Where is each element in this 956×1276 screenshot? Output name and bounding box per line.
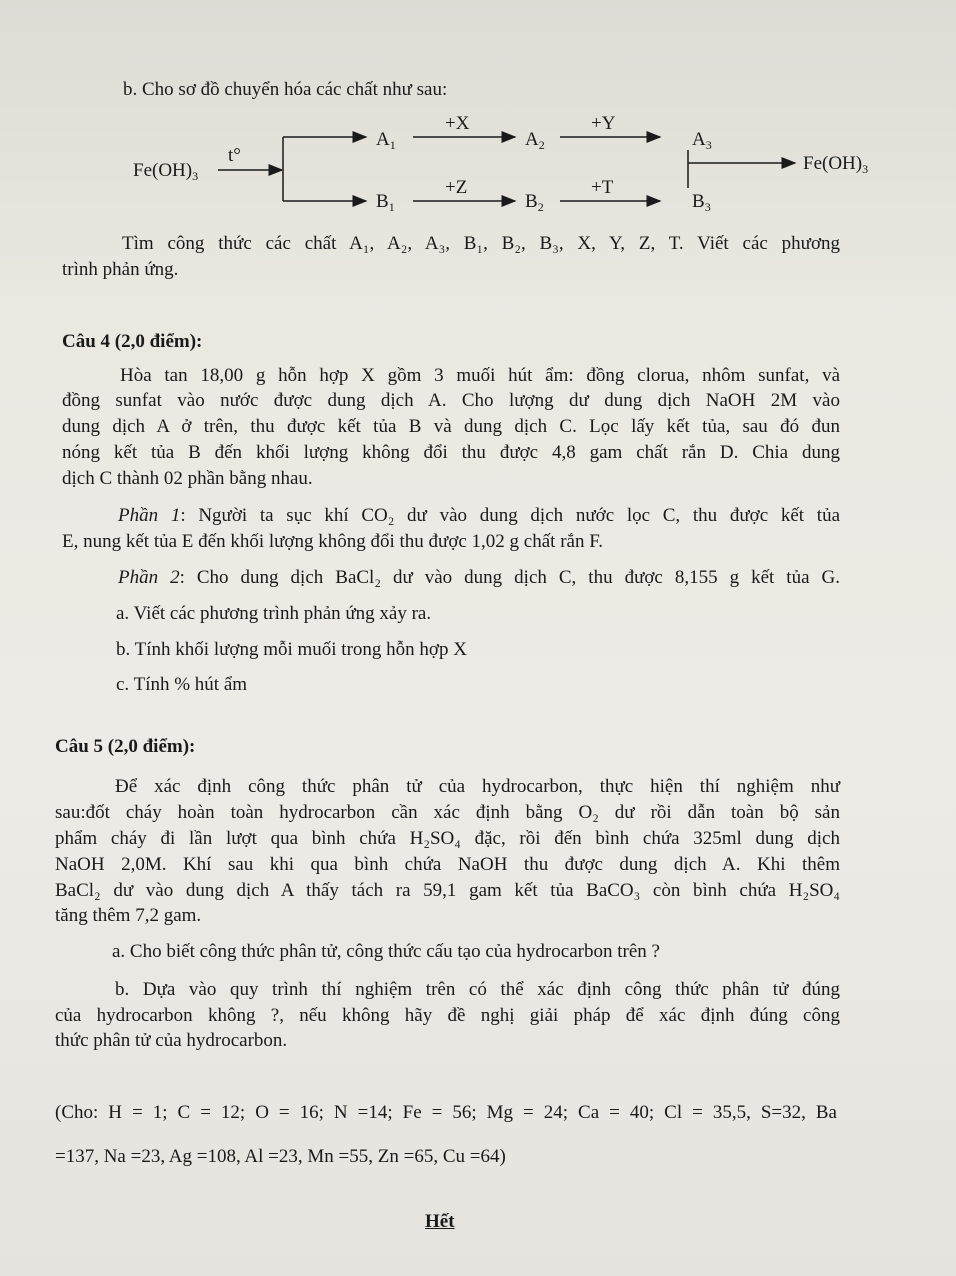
- cau5-question-b-line: thức phân tử của hydrocarbon.: [55, 1030, 288, 1051]
- cau4-question-c: c. Tính % hút ẩm: [116, 674, 248, 695]
- cau4-title: Câu 4 (2,0 điểm):: [62, 331, 203, 352]
- compound-b1: $B_1$: [376, 191, 395, 214]
- reagent-t: +T: [591, 177, 614, 198]
- start-compound: $Fe(OH)_3$: [133, 160, 199, 183]
- cau4-p1-line: dịch C thành 02 phần bằng nhau.: [62, 468, 313, 489]
- cau4-question-b: b. Tính khối lượng mỗi muối trong hỗn hợp X: [116, 639, 467, 660]
- cau5-question-b-line: b. Dựa vào quy trình thí nghiệm trên có thể xác định công thức phân tử đúng: [115, 979, 840, 1000]
- cau4-p1-line: Hòa tan 18,00 g hỗn hợp X gồm 3 muối hút ẩm: đồng clorua, nhôm sunfat, và: [120, 365, 840, 386]
- cau4-phan1-line2: E, nung kết tủa E đến khối lượng không đổi thu được 1,02 g chất rắn F.: [62, 531, 604, 552]
- cau4-p1-line: dung dịch A ở trên, thu được kết tủa B và dung dịch C. Lọc lấy kết tủa, sau đó đun: [62, 416, 840, 437]
- cau5-p1-line: BaCl₂ dư vào dung dịch A thấy tách ra 59,1 gam kết tủa BaCO₃ còn bình chứa H₂SO₄: [55, 880, 840, 901]
- part-b-question-line2: trình phản ứng.: [62, 259, 179, 280]
- atomic-masses-line1: (Cho: H = 1; C = 12; O = 16; N =14; Fe = 56; Mg = 24; Ca = 40; Cl = 35,5, S=32, Ba: [55, 1102, 837, 1123]
- cau5-p1-line: Để xác định công thức phân tử của hydrocarbon, thực hiện thí nghiệm như: [115, 776, 840, 797]
- cau5-p1-line: phẩm cháy đi lần lượt qua bình chứa H₂SO₄ đặc, rồi đến bình chứa 325ml dung dịch: [55, 828, 840, 849]
- atomic-masses-line2: =137, Na =23, Ag =108, Al =23, Mn =55, Zn =65, Cu =64): [55, 1146, 506, 1167]
- reagent-z: +Z: [445, 177, 468, 198]
- cau4-phan2-line: Phần 2: Cho dung dịch BaCl₂ dư vào dung dịch C, thu được 8,155 g kết tủa G.: [118, 567, 840, 588]
- cau4-p1-line: đồng sunfat vào nước được dung dịch A. Cho lượng dư dung dịch NaOH 2M vào: [62, 390, 840, 411]
- phan2-label: Phần 2: [118, 567, 180, 588]
- cau4-question-a: a. Viết các phương trình phản ứng xảy ra.: [116, 603, 432, 624]
- reagent-y: +Y: [591, 113, 616, 134]
- cau4-phan1-line1: Phần 1: Người ta sục khí CO₂ dư vào dung dịch nước lọc C, thu được kết tủa: [118, 505, 841, 526]
- phan1-label: Phần 1: [118, 505, 181, 526]
- compound-a3: $A_3$: [692, 129, 712, 152]
- diagram-arrows: [0, 0, 956, 230]
- end-compound: $Fe(OH)_3$: [803, 153, 869, 176]
- cau5-p1-line: tăng thêm 7,2 gam.: [55, 905, 202, 926]
- compound-a1: $A_1$: [376, 129, 396, 152]
- cau5-title: Câu 5 (2,0 điểm):: [55, 736, 196, 757]
- cau5-question-b-line: của hydrocarbon không ?, nếu không hãy đề nghị giải pháp để xác định đúng công: [55, 1005, 840, 1026]
- cau5-p1-line: sau:đốt cháy hoàn toàn hydrocarbon cần xác định bằng O₂ dư rồi dẫn toàn bộ sản: [55, 802, 840, 823]
- cau4-p1-line: nóng kết tủa B đến khối lượng không đổi thu được 4,8 gam chất rắn D. Chia dung: [62, 442, 840, 463]
- end-marker: Hết: [425, 1211, 455, 1232]
- part-b-question-line1: Tìm công thức các chất A₁, A₂, A₃, B₁, B₂, B₃, X, Y, Z, T. Viết các phương: [122, 233, 840, 254]
- cau5-p1-line: NaOH 2,0M. Khí sau khi qua bình chứa NaOH thu được dung dịch A. Khi thêm: [55, 854, 840, 875]
- part-b-heading: b. Cho sơ đồ chuyển hóa các chất như sau:: [123, 79, 448, 100]
- heat-label: t°: [228, 145, 241, 166]
- compound-a2: $A_2$: [525, 129, 545, 152]
- compound-b2: $B_2$: [525, 191, 544, 214]
- compound-b3: $B_3$: [692, 191, 711, 214]
- cau5-question-a: a. Cho biết công thức phân tử, công thức cấu tạo của hydrocarbon trên ?: [112, 941, 660, 962]
- reagent-x: +X: [445, 113, 470, 134]
